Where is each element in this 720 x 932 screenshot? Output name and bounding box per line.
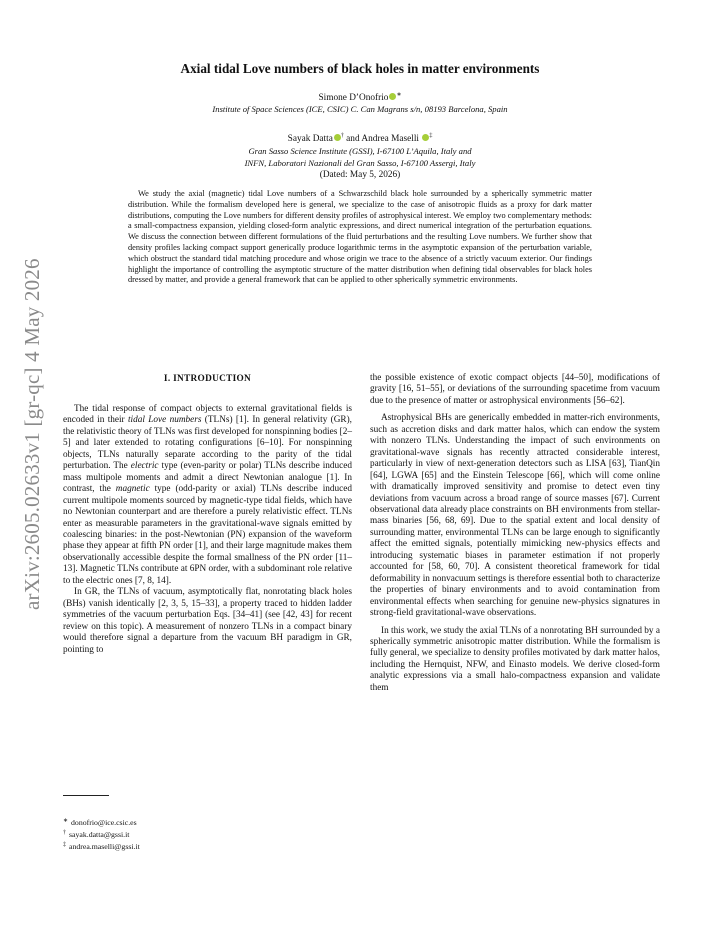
email-link[interactable]: andrea.maselli@gssi.it (69, 842, 140, 851)
left-column (63, 404, 352, 656)
footnote-mark: ‡ (63, 842, 66, 848)
paragraph: the possible existence of exotic compact objects [44–50], modifications of gravity [16, 51–55], or deviations of the surrounding spacetime from vacuum due to the presence of matter or astrophysical environments [56–62]. (370, 373, 660, 406)
author-separator: and (343, 134, 362, 144)
author-name: Sayak Datta (287, 134, 333, 144)
footnote-mark: ‡ (429, 133, 433, 139)
footnote-mark: ∗ (396, 92, 402, 98)
paragraph (63, 404, 352, 587)
email-link[interactable]: sayak.datta@gssi.it (69, 830, 130, 839)
footnote-divider (63, 795, 109, 796)
footnote (63, 816, 140, 828)
text-run: (TLNs) [1]. In general relativity (GR), the relativistic theory of TLNs was first developed for nonspinning bodies [2–5] and later extended to rotating configurations [6–10]. For nonspinning objects, TLNs naturally separate according to the parity of the tidal perturbation. The (63, 415, 352, 472)
author-name: Andrea Maselli (361, 134, 419, 144)
footnote (63, 840, 140, 852)
orcid-icon[interactable] (334, 134, 341, 141)
paragraph: Astrophysical BHs are generically embedded in matter-rich environments, such as accretion disks and dark matter halos, which can endow the system with nonzero TLNs. Understanding the impact of such environments on gravitational-wave signals has recently attracted considerable interest, particularly in view of next-generation detectors such as LISA [63], TianQin [64], LGWA [65] and the Einstein Telescope [66], which will come online with dramatically improved sensitivity and promise to detect even tiny deviations from vacuum across a broad range of source masses [67]. Current observational data already place constraints on BH environments from stellar-mass binaries [56, 68, 69]. Due to the spatial extent and local density of surrounding matter, environmental TLNs can be large enough to significantly affect the emitted signals, potentially mimicking new-physics effects and introducing systematic biases in parameter estimation if not properly accounted for [58, 60, 70]. A consistent theoretical framework for tidal deformability in nonvacuum settings is therefore essential both to characterize the properties of binary environments and to avoid contamination from environmental effects when searching for genuine new-physics signatures in strong-field gravitational-wave observations. (370, 413, 660, 619)
section-heading: I. INTRODUCTION (163, 374, 252, 384)
footnotes (63, 816, 140, 852)
emphasis-text: tidal Love numbers (127, 415, 202, 426)
footnote-mark: † (63, 830, 66, 836)
footnote (63, 828, 140, 840)
footnote-mark: † (340, 133, 344, 139)
author-line-2 (0, 133, 720, 144)
footnote-mark: ∗ (63, 818, 69, 824)
emphasis-text: magnetic (115, 484, 150, 495)
emphasis-text: electric (130, 461, 159, 472)
text-run: type (odd-parity or axial) TLNs describe induced current multipole moments sourced by magnetic-type tidal fields, which have no Newtonian counterpart and are therefore a purely relativistic effect. TLNs enter as measurable parameters in the gravitational-wave signals emitted by coalescing binaries: in the post-Newtonian (PN) expansion of the waveform phase they appear at fifth PN order [1], and their large magnitude makes them observationally accessible despite the formal smallness of the PN order [11–13]. Magnetic TLNs contribute at 6PN order, with a subdominant role relative to the electric ones [7, 8, 14]. (63, 484, 352, 586)
affiliation-2a: Gran Sasso Science Institute (GSSI), I-67100 L’Aquila, Italy and (248, 146, 472, 156)
author-line-1 (0, 91, 720, 103)
author-name: Simone D’Onofrio (318, 93, 389, 103)
paper-title: Axial tidal Love numbers of black holes in matter environments (180, 61, 540, 76)
date-line: (Dated: May 5, 2026) (319, 170, 401, 180)
text-run: The tidal response of compact objects to external gravitational fields is encoded in their (63, 404, 352, 426)
email-link[interactable]: donofrio@ice.csic.es (71, 818, 137, 827)
paragraph: In GR, the TLNs of vacuum, asymptotically flat, nonrotating black holes (BHs) vanish identically [2, 3, 5, 15–33], a property traced to hidden ladder symmetries of the vacuum perturbation Eqs. [34–41] (see [42, 43] for recent review on this topic). A measurement of nonzero TLNs in a compact binary would therefore signal a departure from the vacuum BH paradigm in GR, pointing to (63, 587, 352, 655)
abstract: We study the axial (magnetic) tidal Love numbers of a Schwarzschild black hole surrounded by a spherically symmetric matter distribution. While the formalism developed here is general, we specialize to the case of anisotropic fluids as a proxy for dark matter distributions, computing the Love numbers for different density profiles of astrophysical interest. We employ two complementary methods: a small-compactness expansion, yielding closed-form analytic expressions, and direct numerical integration of the perturbation equations. We discuss the connection between different formulations of the fluid perturbations and the resulting Love numbers. We further show that density profiles lacking compact support generically produce logarithmic terms in the asymptotic expansion of the perturbation variable, which obstruct the standard tidal matching procedure and whose origin we trace to the absence of a strictly vacuum exterior. Our findings highlight the importance of controlling the asymptotic structure of the matter distribution when defining tidal observables for black holes dressed by matter, and provide a general framework that can be applied to other spherically symmetric environments. (128, 189, 592, 285)
text-run: type (even-parity or polar) TLNs describe induced mass multipole moments and admit a direct Newtonian analogue [1]. In contrast, the (63, 461, 352, 495)
affiliation-2b: INFN, Laboratori Nazionali del Gran Sasso, I-67100 Assergi, Italy (244, 158, 476, 168)
affiliation-1: Institute of Space Sciences (ICE, CSIC) C. Can Magrans s/n, 08193 Barcelona, Spain (212, 104, 508, 114)
paragraph: In this work, we study the axial TLNs of a nonrotating BH surrounded by a spherically symmetric anisotropic matter distribution. While the formalism is fully general, we specialize to density profiles motivated by dark matter halos, including the Hernquist, NFW, and Einasto models. We derive closed-form analytic expressions via a small halo-compactness expansion and validate them (370, 625, 660, 693)
right-column (370, 373, 660, 694)
arxiv-identifier: arXiv:2605.02633v1 [gr-qc] 4 May 2026 (20, 258, 44, 610)
